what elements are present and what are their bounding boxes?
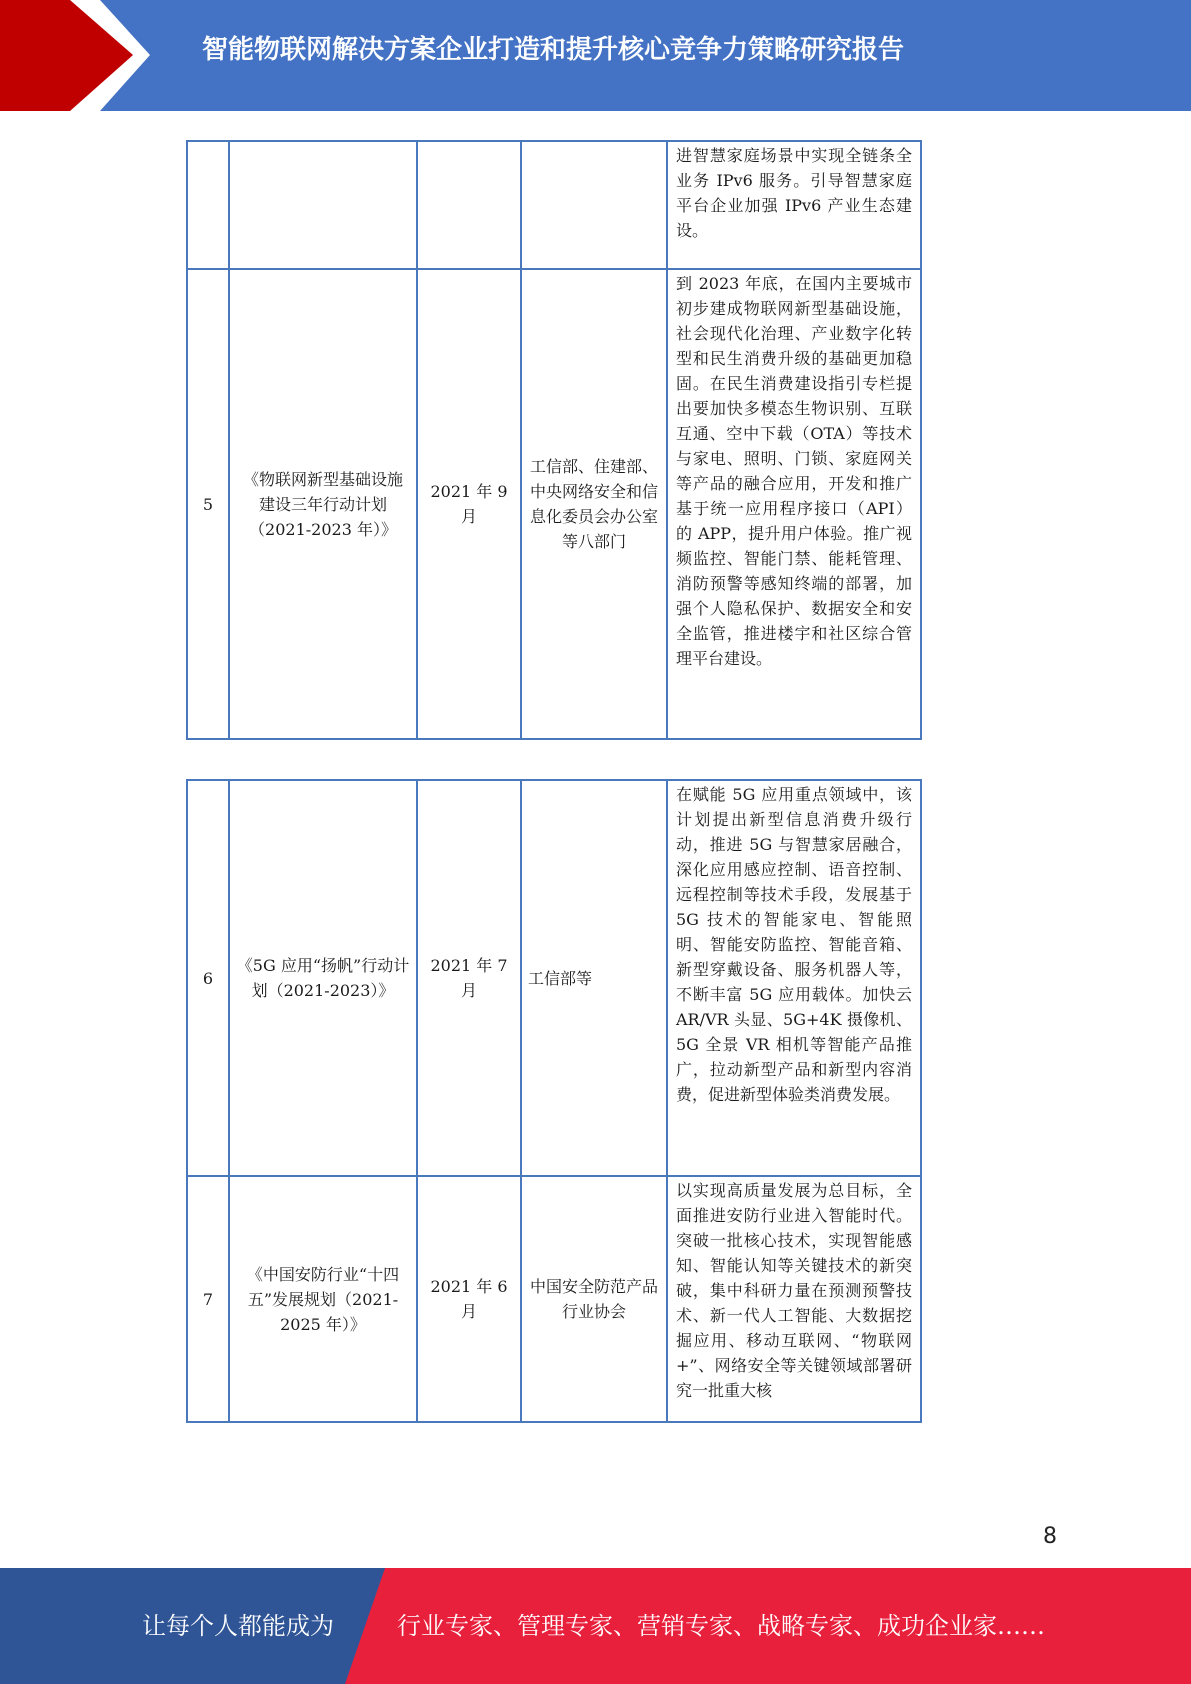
- issue-date: 2021 年 9 月: [417, 269, 521, 739]
- footer-slogan-right: 行业专家、管理专家、营销专家、战略专家、成功企业家……: [397, 1612, 1045, 1640]
- page-number: 8: [1043, 1524, 1057, 1549]
- table-row: [187, 141, 921, 269]
- policy-name: 《5G 应用“扬帆”行动计划（2021-2023）》: [229, 780, 417, 1176]
- page-header: [0, 0, 1191, 111]
- row-number: 7: [187, 1176, 229, 1422]
- issuing-department: 工信部、住建部、中央网络安全和信息化委员会办公室等八部门: [521, 269, 667, 739]
- table-row: [187, 780, 921, 1176]
- row-number: 5: [187, 269, 229, 739]
- issuing-department: [521, 141, 667, 269]
- report-title: 智能物联网解决方案企业打造和提升核心竞争力策略研究报告: [202, 35, 905, 65]
- policy-name: [229, 141, 417, 269]
- policy-table-part-2: [186, 779, 922, 1423]
- table-row: [187, 1176, 921, 1422]
- issue-date: 2021 年 6 月: [417, 1176, 521, 1422]
- policy-description: 到 2023 年底，在国内主要城市初步建成物联网新型基础设施，社会现代化治理、产业数字化转型和民生消费升级的基础更加稳固。在民生消费建设指引专栏提出要加快多模态生物识别、互联互通、空中下载（OTA）等技术与家电、照明、门锁、家庭网关等产品的融合应用，开发和推广基于统一应用程序接口（API）的 APP，提升用户体验。推广视频监控、智能门禁、能耗管理、消防预警等感知终端的部署，加强个人隐私保护、数据安全和安全监管，推进楼宇和社区综合管理平台建设。: [667, 269, 921, 739]
- issue-date: [417, 141, 521, 269]
- policy-description: 进智慧家庭场景中实现全链条全业务 IPv6 服务。引导智慧家庭平台企业加强 IPv6 产业生态建设。: [667, 141, 921, 269]
- row-number: [187, 141, 229, 269]
- policy-name: 《物联网新型基础设施建设三年行动计划（2021-2023 年）》: [229, 269, 417, 739]
- policy-description: 在赋能 5G 应用重点领域中，该计划提出新型信息消费升级行动，推进 5G 与智慧家居融合，深化应用感应控制、语音控制、远程控制等技术手段，发展基于 5G 技术的智能家电、智能照明、智能安防监控、智能音箱、新型穿戴设备、服务机器人等，不断丰富 5G 应用载体。加快云 AR/VR 头显、5G+4K 摄像机、5G 全景 VR 相机等智能产品推广，拉动新型产品和新型内容消费，促进新型体验类消费发展。: [667, 780, 921, 1176]
- issuing-department: 工信部等: [521, 780, 667, 1176]
- policy-name: 《中国安防行业“十四五”发展规划（2021-2025 年）》: [229, 1176, 417, 1422]
- row-number: 6: [187, 780, 229, 1176]
- policy-table-part-1: [186, 140, 922, 740]
- table-row: [187, 269, 921, 739]
- footer-slogan-left: 让每个人都能成为: [142, 1612, 334, 1640]
- issuing-department: 中国安全防范产品行业协会: [521, 1176, 667, 1422]
- header-chevron-icon: [0, 0, 160, 111]
- page-footer: [0, 1568, 1191, 1684]
- policy-description: 以实现高质量发展为总目标，全面推进安防行业进入智能时代。突破一批核心技术，实现智能感知、智能认知等关键技术的新突破，集中科研力量在预测预警技术、新一代人工智能、大数据挖掘应用、移动互联网、“物联网+”、网络安全等关键领域部署研究一批重大核: [667, 1176, 921, 1422]
- issue-date: 2021 年 7 月: [417, 780, 521, 1176]
